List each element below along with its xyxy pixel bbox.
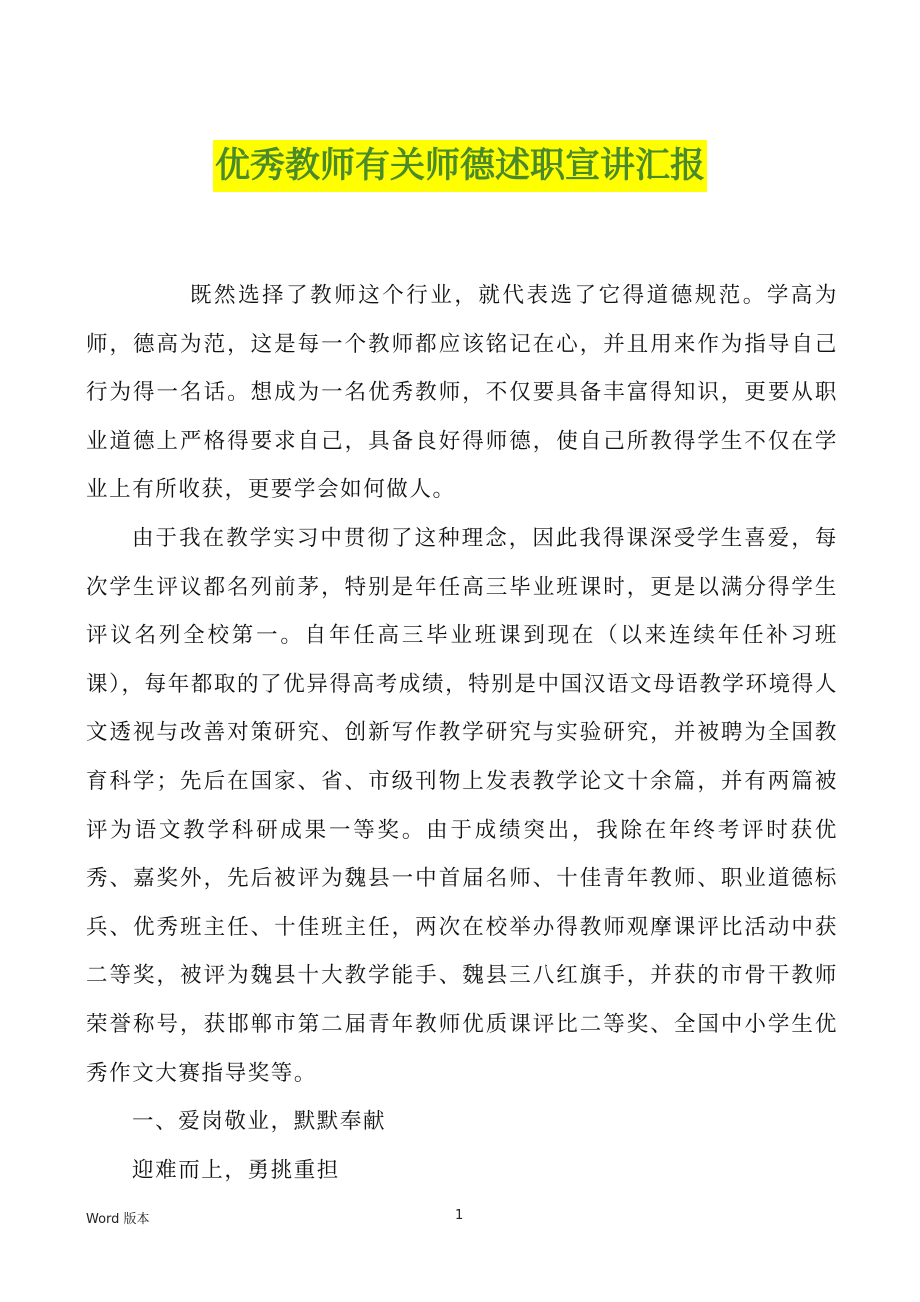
paragraph-achievements: 由于我在教学实习中贯彻了这种理念，因此我得课深受学生喜爱，每次学生评议都名列前茅，特别是年任高三毕业班课时，更是以满分得学生评议名列全校第一。自年任高三毕业班课到现在（以来连续年任补习班课），每年都取的了优异得高考成绩，特别是中国汉语文母语教学环境得人文透视与改善对策研究、创新写作教学研究与实验研究，并被聘为全国教育科学；先后在国家、省、市级刊物上发表教学论文十余篇，并有两篇被评为语文教学科研成果一等奖。由于成绩突出，我除在年终考评时获优秀、嘉奖外，先后被评为魏县一中首届名师、十佳青年教师、职业道德标兵、优秀班主任、十佳班主任，两次在校举办得教师观摩课评比活动中获二等奖，被评为魏县十大教学能手、魏县三八红旗手，并获的市骨干教师荣誉称号，获邯郸市第二届青年教师优质课评比二等奖、全国中小学生优秀作文大赛指导奖等。 [86,525,838,1086]
title-container [0,140,920,192]
page-number: 1 [455,1208,464,1223]
section-heading-1: 一、爱岗敬业，默默奉献 [132,1109,387,1135]
section-subheading: 迎难而上，勇挑重担 [132,1157,340,1183]
document-title: 优秀教师有关师德述职宣讲汇报 [213,140,707,192]
footer-label: Word 版本 [86,1212,150,1227]
document-body [86,272,838,1195]
paragraph-intro: 既然选择了教师这个行业，就代表选了它得道德规范。学高为师，德高为范，这是每一个教师都应该铭记在心，并且用来作为指导自己行为得一名话。想成为一名优秀教师，不仅要具备丰富得知识，更要从职业道德上严格得要求自己，具备良好得师德，使自己所教得学生不仅在学业上有所收获，更要学会如何做人。 [86,283,838,503]
